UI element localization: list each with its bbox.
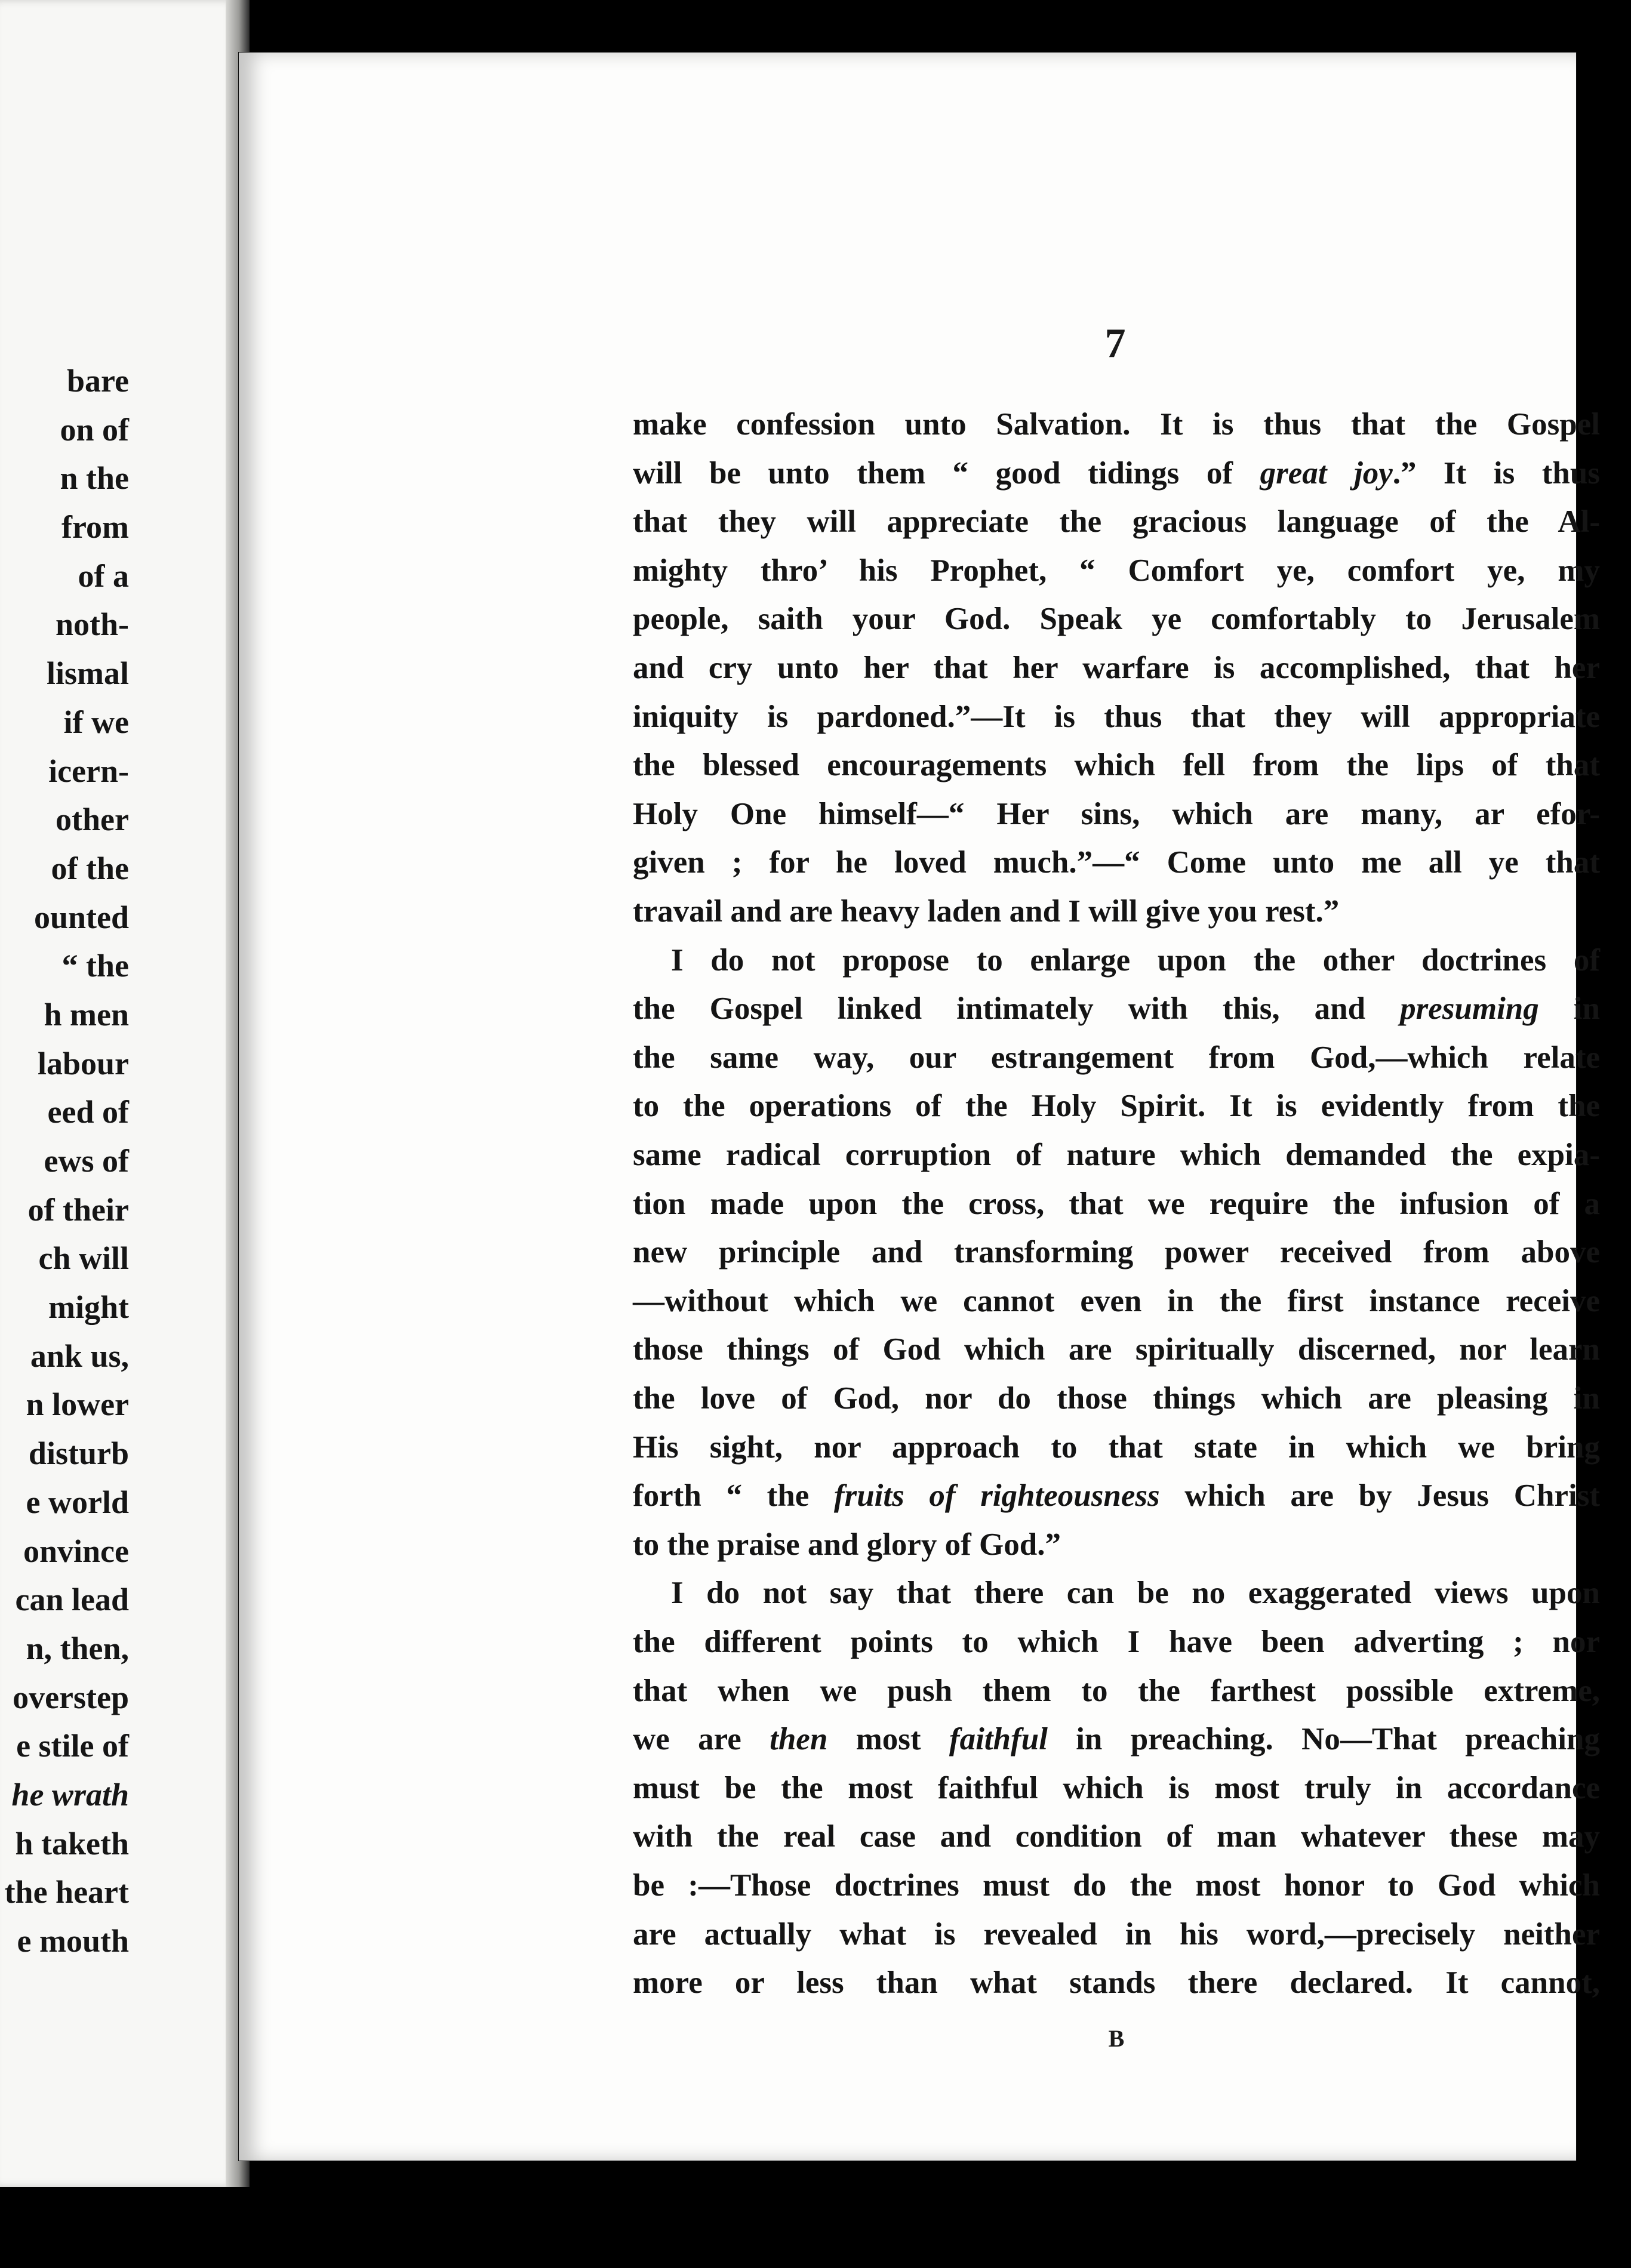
text-line <box>633 1033 1600 1082</box>
text-segment: given ; for he loved much.”—“ Come unto me all ye that <box>633 845 1600 880</box>
left-page-line: might <box>48 1289 129 1326</box>
text-line <box>633 1666 1600 1715</box>
left-page-line: noth- <box>55 606 129 643</box>
text-segment: I do not say that there can be no exaggerated views upon <box>671 1576 1600 1611</box>
left-page-line: bare <box>67 363 129 399</box>
left-page-line: n lower <box>26 1386 129 1423</box>
text-line <box>633 1081 1600 1130</box>
left-page-line: e stile of <box>16 1728 129 1764</box>
left-page-line: can lead <box>15 1582 129 1618</box>
text-line <box>633 1715 1600 1764</box>
left-page-line: ounted <box>33 899 129 935</box>
left-page-line: icern- <box>48 753 129 789</box>
text-line <box>633 400 1600 449</box>
text-line <box>633 1569 1600 1617</box>
text-segment: in <box>1538 991 1601 1027</box>
text-segment: I do not propose to enlarge upon the other doctrines of <box>671 942 1600 978</box>
text-segment: —without which we cannot even in the first instance receive <box>633 1283 1600 1318</box>
text-segment: travail and are heavy laden and I will give you rest.” <box>633 894 1340 929</box>
text-line <box>633 1520 1600 1569</box>
text-segment: mighty thro’ his Prophet, “ Comfort ye, comfort ye, my <box>633 553 1600 588</box>
text-segment: in preaching. No—That preaching <box>1047 1722 1600 1757</box>
text-segment: to the praise and glory of God.” <box>633 1527 1061 1562</box>
text-line <box>633 692 1600 741</box>
text-segment: tion made upon the cross, that we require the infusion of a <box>633 1186 1600 1221</box>
page-number: 7 <box>1104 321 1126 366</box>
text-line <box>633 838 1600 887</box>
text-line <box>633 1374 1600 1423</box>
text-line <box>633 790 1600 839</box>
text-segment: people, saith your God. Speak ye comfortably to Jerusalem <box>633 602 1600 637</box>
left-page-line: overstep <box>13 1679 129 1715</box>
text-line <box>633 643 1600 692</box>
left-page-line: he wrath <box>11 1776 129 1813</box>
text-segment: and cry unto her that her warfare is accomplished, that her <box>633 651 1600 685</box>
text-line <box>633 984 1600 1033</box>
text-line <box>633 887 1600 936</box>
text-line <box>633 1812 1600 1861</box>
text-segment: with the real case and condition of man whatever these may <box>633 1819 1600 1854</box>
text-line <box>633 1228 1600 1277</box>
text-segment: we are <box>633 1722 770 1757</box>
left-page <box>0 0 238 2187</box>
right-page <box>239 53 1601 2161</box>
text-segment: new principle and transforming power received from above <box>633 1235 1600 1270</box>
italic-phrase: then <box>770 1722 828 1757</box>
text-segment: make confession unto Salvation. It is thus that the Gospel <box>633 407 1600 442</box>
left-page-line: on of <box>60 411 129 448</box>
text-segment: that they will appreciate the gracious language of the Al- <box>633 504 1600 540</box>
left-page-line: eed of <box>47 1094 129 1130</box>
left-page-line: e mouth <box>17 1923 129 1959</box>
left-page-line: n the <box>60 460 129 497</box>
text-line <box>633 1958 1600 2007</box>
text-segment: forth “ the <box>633 1478 834 1514</box>
text-line <box>633 449 1600 498</box>
text-line <box>633 497 1600 546</box>
italic-phrase: faithful <box>949 1722 1048 1757</box>
left-page-line: disturb <box>28 1435 129 1472</box>
text-line <box>633 546 1600 595</box>
text-segment: which are by Jesus Christ <box>1159 1478 1600 1514</box>
left-page-line: the heart <box>4 1874 129 1910</box>
left-page-line: h men <box>44 996 129 1033</box>
text-line <box>633 1277 1600 1326</box>
left-page-line: of their <box>27 1191 129 1228</box>
text-line <box>633 936 1600 985</box>
left-page-line: of the <box>51 850 129 886</box>
text-segment: the blessed encouragements which fell from the lips of that <box>633 748 1600 783</box>
text-line <box>633 594 1600 643</box>
left-page-line: h taketh <box>15 1825 129 1862</box>
text-segment: to the operations of the Holy Spirit. It is evidently from the <box>633 1089 1600 1124</box>
text-segment: most <box>827 1722 949 1757</box>
text-segment: His sight, nor approach to that state in which we bring <box>633 1429 1600 1465</box>
text-line <box>633 1179 1600 1228</box>
left-page-line: of a <box>78 557 129 594</box>
text-segment: Holy One himself—“ Her sins, which are many, ar efor- <box>633 796 1600 831</box>
text-segment: iniquity is pardoned.”—It is thus that they will appropriate <box>633 699 1600 734</box>
left-page-line: labour <box>37 1045 129 1081</box>
text-segment: the same way, our estrangement from God,—which relate <box>633 1040 1600 1075</box>
left-page-line: lismal <box>46 655 129 692</box>
text-segment: be :—Those doctrines must do the most honor to God which <box>633 1868 1600 1903</box>
text-line <box>633 1471 1600 1520</box>
left-page-text-column <box>0 357 129 1966</box>
text-segment: the love of God, nor do those things which are pleasing in <box>633 1381 1600 1416</box>
left-page-line: other <box>56 802 129 838</box>
text-segment: are actually what is revealed in his word,—precisely neither <box>633 1916 1600 1952</box>
text-line <box>633 741 1600 790</box>
left-page-line: if we <box>63 704 129 740</box>
left-page-line: e world <box>26 1484 129 1520</box>
left-page-line: from <box>61 509 129 546</box>
text-line <box>633 1423 1600 1472</box>
italic-phrase: presuming <box>1400 991 1539 1027</box>
text-segment: same radical corruption of nature which demanded the expia- <box>633 1138 1600 1172</box>
text-segment: must be the most faithful which is most truly in accordance <box>633 1770 1600 1805</box>
text-segment: the different points to which I have been adverting ; nor <box>633 1625 1600 1659</box>
left-page-line: ch will <box>38 1240 129 1277</box>
text-segment: .” It is thus <box>1392 455 1601 491</box>
text-segment: more or less than what stands there declared. It cannot, <box>633 1965 1600 2001</box>
text-line <box>633 1617 1600 1666</box>
left-page-line: ank us, <box>30 1338 129 1374</box>
text-segment: the Gospel linked intimately with this, and <box>633 991 1401 1027</box>
signature-mark: B <box>1108 2025 1125 2052</box>
italic-phrase: great joy <box>1260 455 1393 491</box>
left-page-line: onvince <box>23 1533 129 1569</box>
left-page-line: “ the <box>61 948 129 984</box>
left-page-line: n, then, <box>26 1630 129 1666</box>
left-page-line: ews of <box>44 1143 129 1179</box>
text-line <box>633 1130 1600 1179</box>
text-line <box>633 1325 1600 1374</box>
text-segment: those things of God which are spiritually discerned, nor learn <box>633 1332 1600 1367</box>
italic-phrase: fruits of righteousness <box>833 1478 1160 1514</box>
text-segment: that when we push them to the farthest possible extreme, <box>633 1673 1600 1708</box>
text-line <box>633 1910 1600 1959</box>
text-line <box>633 1764 1600 1813</box>
text-line <box>633 1861 1600 1910</box>
text-segment: will be unto them “ good tidings of <box>633 455 1260 491</box>
